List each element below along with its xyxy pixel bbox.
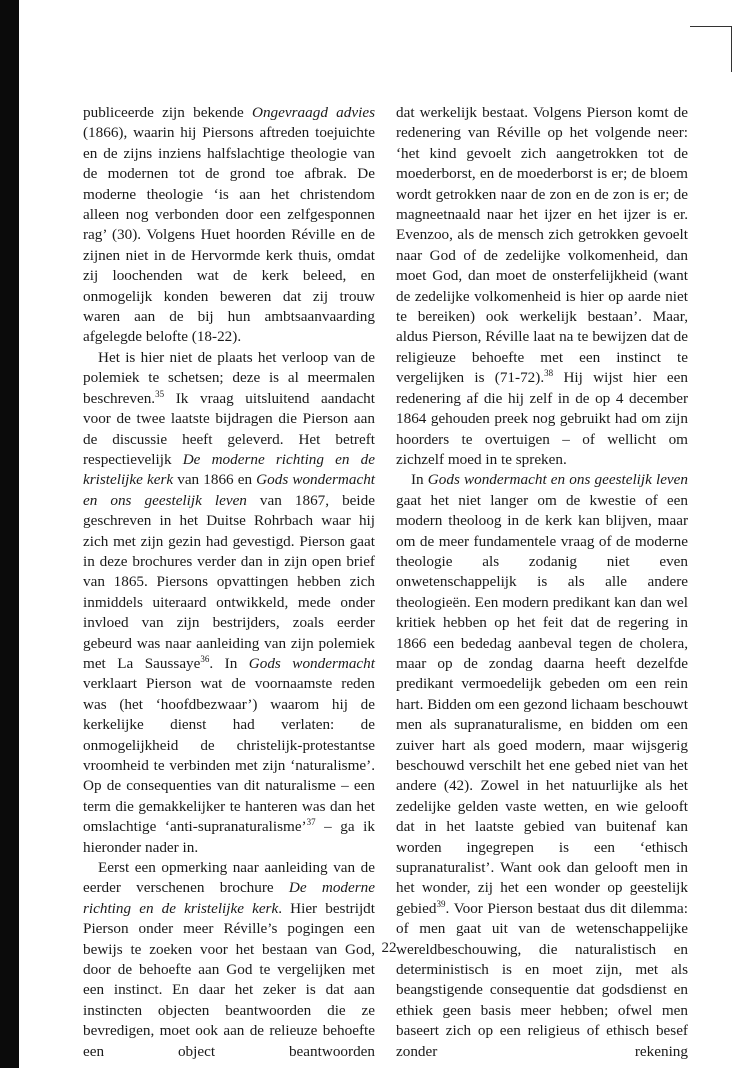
text-run: verklaart Pierson wat de voornaamste reden was (het ‘hoofdbezwaar’) waarom hij de kerkelijke dienst had verlaten: de onmogelijkheid de christelijk-protestantse vroomheid te verbinden met zijn ‘naturalisme’. Op de consequenties van dit naturalisme – een term die gemakkelijker te hanteren was dan het omslachtige ‘anti-supranaturalisme’ xyxy=(83,675,375,836)
text-run: Hij wijst hier een redenering af die hij zelf in de op 4 december 1864 gehouden preek nog gebruikt had om zijn hoorders te overtuigen – of wellicht om zichzelf moed in te spreken. xyxy=(396,369,689,468)
italic-title: Gods wondermacht en ons geestelijk leven xyxy=(83,471,376,509)
italic-title: Gods wondermacht xyxy=(248,654,375,672)
text-run: Eerst een opmerking naar aanleiding van de eerder verschenen brochure xyxy=(83,859,375,897)
crop-mark-horizontal xyxy=(690,26,732,27)
footnote-ref: 38 xyxy=(544,368,554,379)
footnote-ref: 39 xyxy=(436,898,446,909)
text-run: . In xyxy=(209,654,249,672)
footnote-ref: 35 xyxy=(155,388,165,399)
text-run: (1866), waarin hij Piersons aftreden toejuichte en de zijns inziens halfslachtige theologie van de modernen tot de grond toe afbrak. De moderne theologie ‘is aan het christendom alleen nog verbonden door een zelfgesponnen rag’ (30). Volgens Huet hoorden Réville en de zijnen niet in de Hervormde kerk thuis, omdat zij loochenden wat de kerk beleed, en onmogelijk konden beweren dat zij trouw waren aan de bij hun ambtsaanvaarding afgelegde belofte (18-22). xyxy=(83,124,375,346)
crop-mark-vertical xyxy=(731,26,732,72)
paragraph xyxy=(396,103,688,470)
italic-title: Gods wondermacht en ons geestelijk leven xyxy=(427,471,689,489)
page-number: 22 xyxy=(381,940,397,956)
left-column xyxy=(83,103,375,1062)
text-run: . Hier bestrijdt Pierson onder meer Réville’s pogingen een bewijs te zoeken voor het bestaan van God, door de behoefte aan God te vergelijken met een instinct. En daar het zeker is dat aan instincten objecten beantwoorden die ze bevredigen, moet ook aan de relieuze behoefte een object beantwoorden xyxy=(83,899,375,1060)
footnote-ref: 37 xyxy=(306,817,316,828)
text-run: – ga ik hieronder nader in. xyxy=(83,818,375,856)
paragraph xyxy=(396,470,688,1062)
text-run: dat werkelijk bestaat. Volgens Pierson komt de redenering van Réville op het volgende neer: ‘het kind gevoelt zich aangetrokken tot de moederborst, en de moederborst is er; de bloem wordt getrokken naar de zon en de zon is er; de magneetnaald naar het ijzer en het ijzer is er. Evenzoo, als de mensch zich getrokken gevoelt naar God of de zedelijke volkomenheid, dan moet God, dan moet de onsterfelijkheid (want de zedelijke volkomenheid is hier op aarde niet te bereiken) ook werkelijk bestaan’. Maar, aldus Pierson, Réville laat na te bewijzen dat de religieuze behoefte met een instinct te vergelijken is (71-72). xyxy=(396,104,688,387)
text-run: gaat het niet langer om de kwestie of een modern theoloog in de kerk kan blijven, maar om de meer fundamentele vraag of de moderne theologie als zodanig niet even onwetenschappelijk is als alle andere theologieën. Een modern predikant kan dan wel kritiek hebben op het feit dat de regering in 1866 een bededag aanbeval tegen de cholera, maar op de zondag daarna heeft dezelfde predikant vermoedelijk gebeden om een rein hart. Bidden om een gezond lichaam beschouwt men als supranaturalisme, en bidden om een zuiver hart als goed modern, maar wijsgerig beschouwd verschilt het ene gebed niet van het andere (42). Zowel in het natuurlijke als het zedelijke gelden vaste wetten, en wie gelooft dat in het laatste gebied van buitenaf kan worden ingegrepen is een ‘ethisch supranaturalist’. Want ook dan gelooft men in het wonder, zij het een wonder op geestelijk gebied xyxy=(396,491,688,917)
text-run: publiceerde zijn bekende xyxy=(83,104,252,121)
italic-title: Ongevraagd advies xyxy=(252,104,375,121)
italic-title: De moderne richting en de kristelijke kerk xyxy=(83,879,375,917)
paragraph xyxy=(83,103,375,348)
paragraph xyxy=(83,858,375,1062)
text-run: . Voor Pierson bestaat dus dit dilemma: of men gaat uit van de wetenschappelijke wereldbeschouwing, die naturalistisch en deterministisch is en moet zijn, met als beangstigende consequentie dat godsdienst en ethiek geen basis meer hebben; ofwel men baseert zich op een religieus of ethisch besef zonder rekening xyxy=(396,899,688,1060)
scan-binding-edge xyxy=(0,0,19,1068)
right-column xyxy=(396,103,688,1062)
text-run: Het is hier niet de plaats het verloop van de polemiek te schetsen; deze is al meermalen beschreven. xyxy=(83,348,375,407)
footnote-ref: 36 xyxy=(200,653,210,664)
text-run: In xyxy=(411,471,428,489)
text-run: van 1867, beide geschreven in het Duitse Rohrbach waar hij zich met zijn gezin had gevestigd. Pierson gaat in deze brochures verder dan in zijn open brief van 1865. Piersons opvattingen hebben zich inmiddels uiteraard ontwikkeld, mede onder invloed van zijn bestrijders, zoals eerder gebeurd was naar aanleiding van zijn polemiek met La Saussaye xyxy=(83,491,375,672)
paragraph xyxy=(83,348,375,858)
text-run: Ik vraag uitsluitend aandacht voor de twee laatste bijdragen die Pierson aan de discussie heeft geleverd. Het betreft respectievelijk xyxy=(83,389,375,468)
text-run: van 1866 en xyxy=(173,471,257,489)
italic-title: De moderne richting en de kristelijke kerk xyxy=(83,450,375,489)
